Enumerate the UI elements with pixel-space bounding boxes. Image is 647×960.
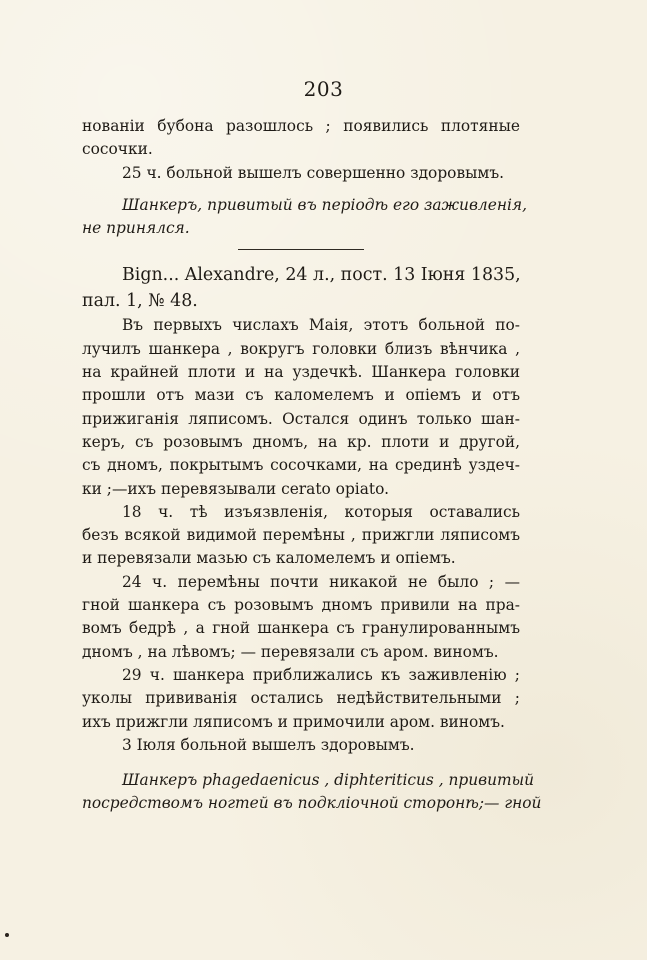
body-line: 29 ч. шанкера приближались къ заживленію ; <box>122 665 520 684</box>
paragraph-gap <box>82 757 520 769</box>
body-line: дномъ , на лѣвомъ; — перевязали съ аром. виномъ. <box>82 642 499 661</box>
body-line: 3 Іюля больной вышелъ здоровымъ. <box>122 735 415 754</box>
page-number: 203 <box>303 77 344 101</box>
body-line: на крайней плоти и на уздечкѣ. Шанкера головки <box>82 363 520 382</box>
patient-heading-line: Bign... Alexandre, 24 л., пост. 13 Іюня 1835, <box>122 265 521 286</box>
case-heading-line: не принялся. <box>82 219 190 238</box>
body-line: 25 ч. больной вышелъ совершенно здоровымъ. <box>122 163 505 182</box>
body-line: керъ, съ розовымъ дномъ, на кр. плоти и другой, <box>82 432 520 451</box>
case-heading-line: Шанкеръ phagedaenicus , diphteriticus , привитый <box>122 771 535 790</box>
body-line: прошли отъ мази съ каломелемъ и опіемъ и отъ <box>82 386 520 405</box>
body-line: вомъ бедрѣ , а гной шанкера съ гранулированнымъ <box>82 619 520 638</box>
page-body <box>82 115 542 816</box>
body-line: ки ;—ихъ перевязывали cerato opiato. <box>82 479 389 498</box>
body-line: прижиганія ляписомъ. Остался одинъ только шан- <box>82 409 520 428</box>
body-line: 18 ч. тѣ изъязвленія, которыя оставались <box>122 502 520 521</box>
body-line: сосочки. <box>82 140 153 159</box>
section-divider <box>238 249 364 250</box>
body-line: ихъ прижгли ляписомъ и примочили аром. виномъ. <box>82 712 505 731</box>
body-line: и перевязали мазью съ каломелемъ и опіемъ. <box>82 549 456 568</box>
body-line: лучилъ шанкера , вокругъ головки близъ вѣнчика , <box>82 339 520 358</box>
page-speck <box>5 933 9 937</box>
body-line: съ дномъ, покрытымъ сосочками, на срединѣ уздеч- <box>82 456 520 475</box>
body-line: Въ первыхъ числахъ Маія, этотъ больной по- <box>122 316 520 335</box>
body-line: гной шанкера съ розовымъ дномъ привили на пра- <box>82 596 520 615</box>
patient-heading-line: пал. 1, № 48. <box>82 291 198 312</box>
case-heading-line: Шанкеръ, привитый въ періодѣ его заживленія, <box>122 195 527 214</box>
paragraph-gap <box>82 185 520 194</box>
body-line: 24 ч. перемѣны почти никакой не было ; — <box>122 572 520 591</box>
body-line: нованіи бубона разошлось ; появились плотяные <box>82 117 520 135</box>
case-heading-line: посредствомъ ногтей въ подкліочной сторонѣ;— гной <box>82 794 542 813</box>
body-line: уколы прививанія остались недѣйствительными ; <box>82 689 520 708</box>
body-line: безъ всякой видимой перемѣны , прижгли ляписомъ <box>82 526 520 545</box>
